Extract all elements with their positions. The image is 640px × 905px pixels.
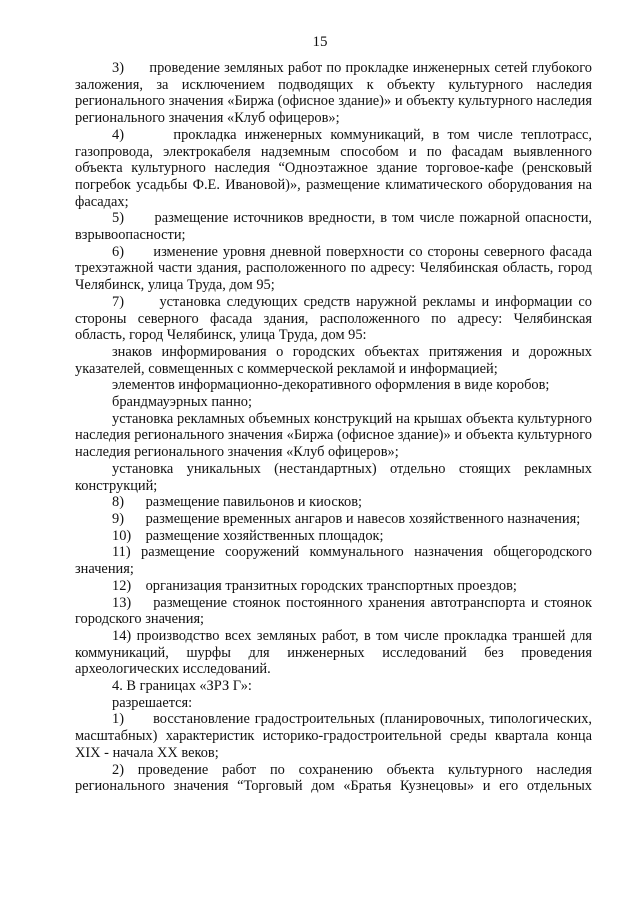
paragraph-allowed: разрешается: bbox=[112, 694, 193, 711]
paragraph-subitem-panels: брандмауэрных панно; bbox=[112, 394, 253, 411]
paragraph-subitem-signs: знаков информирования о городских объектах притяжения и дорожных указателей, совмещенных с коммерческой рекламой и информацией; bbox=[75, 343, 592, 377]
paragraph-item-5: 5) размещение источников вредности, в том числе пожарной опасности, взрывоопасности; bbox=[75, 210, 592, 244]
document-body bbox=[75, 60, 592, 795]
paragraph-allowed-item-2: 2) проведение работ по сохранению объекта культурного наследия регионального значения “Торговый дом «Братья Кузнецовы» и его отдельных bbox=[75, 761, 592, 795]
paragraph-allowed-item-1: 1) восстановление градостроительных (планировочных, типологических, масштабных) характеристик историко-градостроительной среды квартала конца XIX - начала XX веков; bbox=[75, 711, 592, 761]
page-number: 15 bbox=[312, 34, 328, 50]
paragraph-item-9: 9) размещение временных ангаров и навесов хозяйственного назначения; bbox=[112, 510, 581, 527]
section-heading-zrz-g: 4. В границах «ЗРЗ Г»: bbox=[112, 678, 252, 695]
paragraph-item-3: 3) проведение земляных работ по прокладке инженерных сетей глубокого заложения, за исключением подводящих к объекту культурного наследия регионального значения «Биржа (офисное здание)» и объекту культурного наследия регионального значения «Клуб офицеров»; bbox=[75, 60, 592, 127]
paragraph-subitem-roof-ads: установка рекламных объемных конструкций на крышах объекта культурного наследия регионального значения «Биржа (офисное здание)» и объекта культурного наследия регионального значения «Клуб офицеров»; bbox=[75, 410, 592, 461]
paragraph-item-7: 7) установка следующих средств наружной рекламы и информации со стороны северного фасада здания, расположенного по адресу: Челябинская область, город Челябинск, улица Труда, дом 95: bbox=[75, 293, 592, 344]
paragraph-item-13: 13) размещение стоянок постоянного хранения автотранспорта и стоянок городского значения; bbox=[75, 594, 592, 628]
paragraph-item-12: 12) организация транзитных городских транспортных проездов; bbox=[112, 577, 517, 594]
paragraph-item-14: 14) производство всех земляных работ, в том числе прокладка траншей для коммуникаций, шурфы для инженерных исследований без проведения археологических исследований. bbox=[75, 627, 592, 678]
paragraph-item-4: 4) прокладка инженерных коммуникаций, в том числе теплотрасс, газопровода, электрокабеля надземным способом и по фасадам выявленного объекта культурного наследия “Одноэтажное здание торговое-кафе (ренсковый погребок усадьбы Ф.Е. Ивановой)», размещение климатического оборудования на фасадах; bbox=[75, 126, 592, 210]
paragraph-item-6: 6) изменение уровня дневной поверхности со стороны северного фасада трехэтажной части здания, расположенного по адресу: Челябинская область, город Челябинск, улица Труда, дом 95; bbox=[75, 243, 592, 294]
paragraph-subitem-boxes: элементов информационно-декоративного оформления в виде коробов; bbox=[112, 377, 550, 394]
paragraph-item-10: 10) размещение хозяйственных площадок; bbox=[112, 527, 384, 544]
paragraph-item-11: 11) размещение сооружений коммунального назначения общегородского значения; bbox=[75, 544, 592, 578]
paragraph-item-8: 8) размещение павильонов и киосков; bbox=[112, 494, 362, 511]
paragraph-subitem-unique-ads: установка уникальных (нестандартных) отдельно стоящих рекламных конструкций; bbox=[75, 460, 592, 494]
